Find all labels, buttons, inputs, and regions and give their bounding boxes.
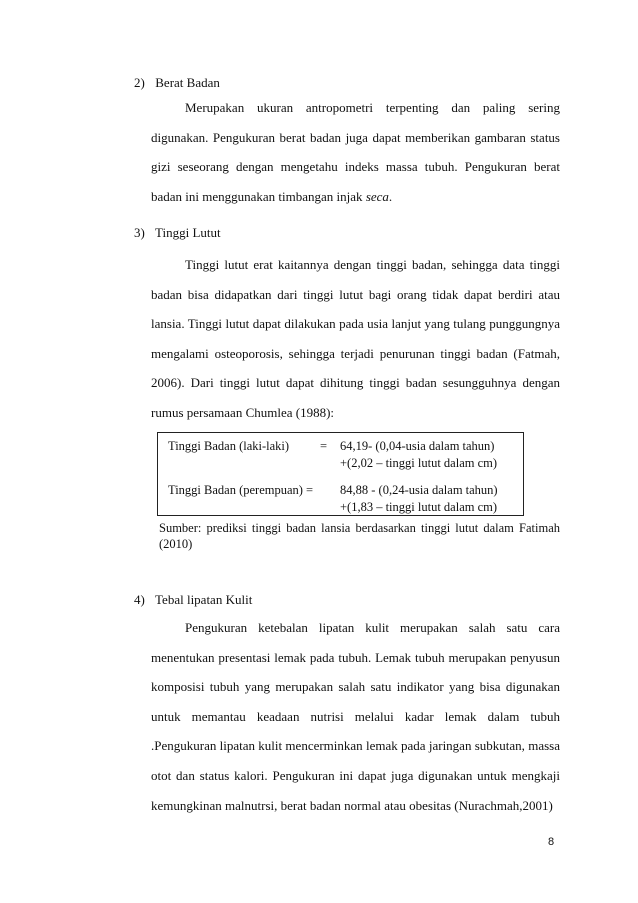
- section-heading-tinggi-lutut: [134, 225, 221, 241]
- section-number: 4): [134, 592, 145, 607]
- formula-male-line2: +(2,02 – tinggi lutut dalam cm): [340, 456, 498, 470]
- formula-male-line1: 64,19- (0,04-usia dalam tahun): [340, 439, 495, 453]
- section-heading-berat-badan: [134, 75, 220, 91]
- formula-male-equals: =: [320, 439, 328, 453]
- section-title: Tebal lipatan Kulit: [155, 592, 253, 607]
- formula-female-line1: 84,88 - (0,24-usia dalam tahun): [340, 483, 498, 497]
- formula-box: [157, 432, 524, 516]
- section-title: Berat Badan: [155, 75, 220, 90]
- section-number: 2): [134, 75, 145, 90]
- page-number: 8: [548, 836, 555, 848]
- paragraph-tebal-lipatan-kulit: Pengukuran ketebalan lipatan kulit merupakan salah satu cara menentukan presentasi lemak pada tubuh. Lemak tubuh merupakan penyusun komposisi tubuh yang merupakan salah satu indikator yang bisa digunakan untuk memantau keadaan nutrisi melalui kadar lemak dalam tubuh .Pengukuran lipatan kulit mencerminkan lemak pada jaringan subkutan, massa otot dan status kalori. Pengukuran ini dapat juga digunakan untuk mengkaji kemungkinan malnutrsi, berat badan normal atau obesitas (Nurachmah,2001): [151, 620, 560, 813]
- formula-female-label: Tinggi Badan (perempuan) =: [168, 483, 314, 497]
- section-heading-tebal-lipatan-kulit: [134, 592, 252, 608]
- paragraph-berat-badan: Merupakan ukuran antropometri terpenting dan paling sering digunakan. Pengukuran berat badan juga dapat memberikan gambaran status gizi seseorang dengan mengetahu indeks massa tubuh. Pengukuran berat badan ini menggunakan timbangan injak seca.: [151, 100, 560, 204]
- emphasis-seca: seca: [365, 188, 389, 204]
- formula-female-line2: +(1,83 – tinggi lutut dalam cm): [340, 500, 498, 514]
- paragraph-tinggi-lutut: Tinggi lutut erat kaitannya dengan tinggi badan, sehingga data tinggi badan bisa didapatkan dari tinggi lutut bagi orang tidak dapat berdiri atau lansia. Tinggi lutut dapat dilakukan pada usia lanjut yang tulang punggungnya mengalami osteoporosis, sehingga terjadi penurunan tinggi badan (Fatmah, 2006). Dari tinggi lutut dapat dihitung tinggi badan sesungguhnya dengan rumus persamaan Chumlea (1988):: [151, 257, 560, 420]
- formula-source-note: Sumber: prediksi tinggi badan lansia berdasarkan tinggi lutut dalam Fatimah (2010): [159, 521, 560, 551]
- section-number: 3): [134, 225, 145, 240]
- section-title: Tinggi Lutut: [155, 225, 221, 240]
- formula-male-label: Tinggi Badan (laki-laki) =: [168, 439, 328, 453]
